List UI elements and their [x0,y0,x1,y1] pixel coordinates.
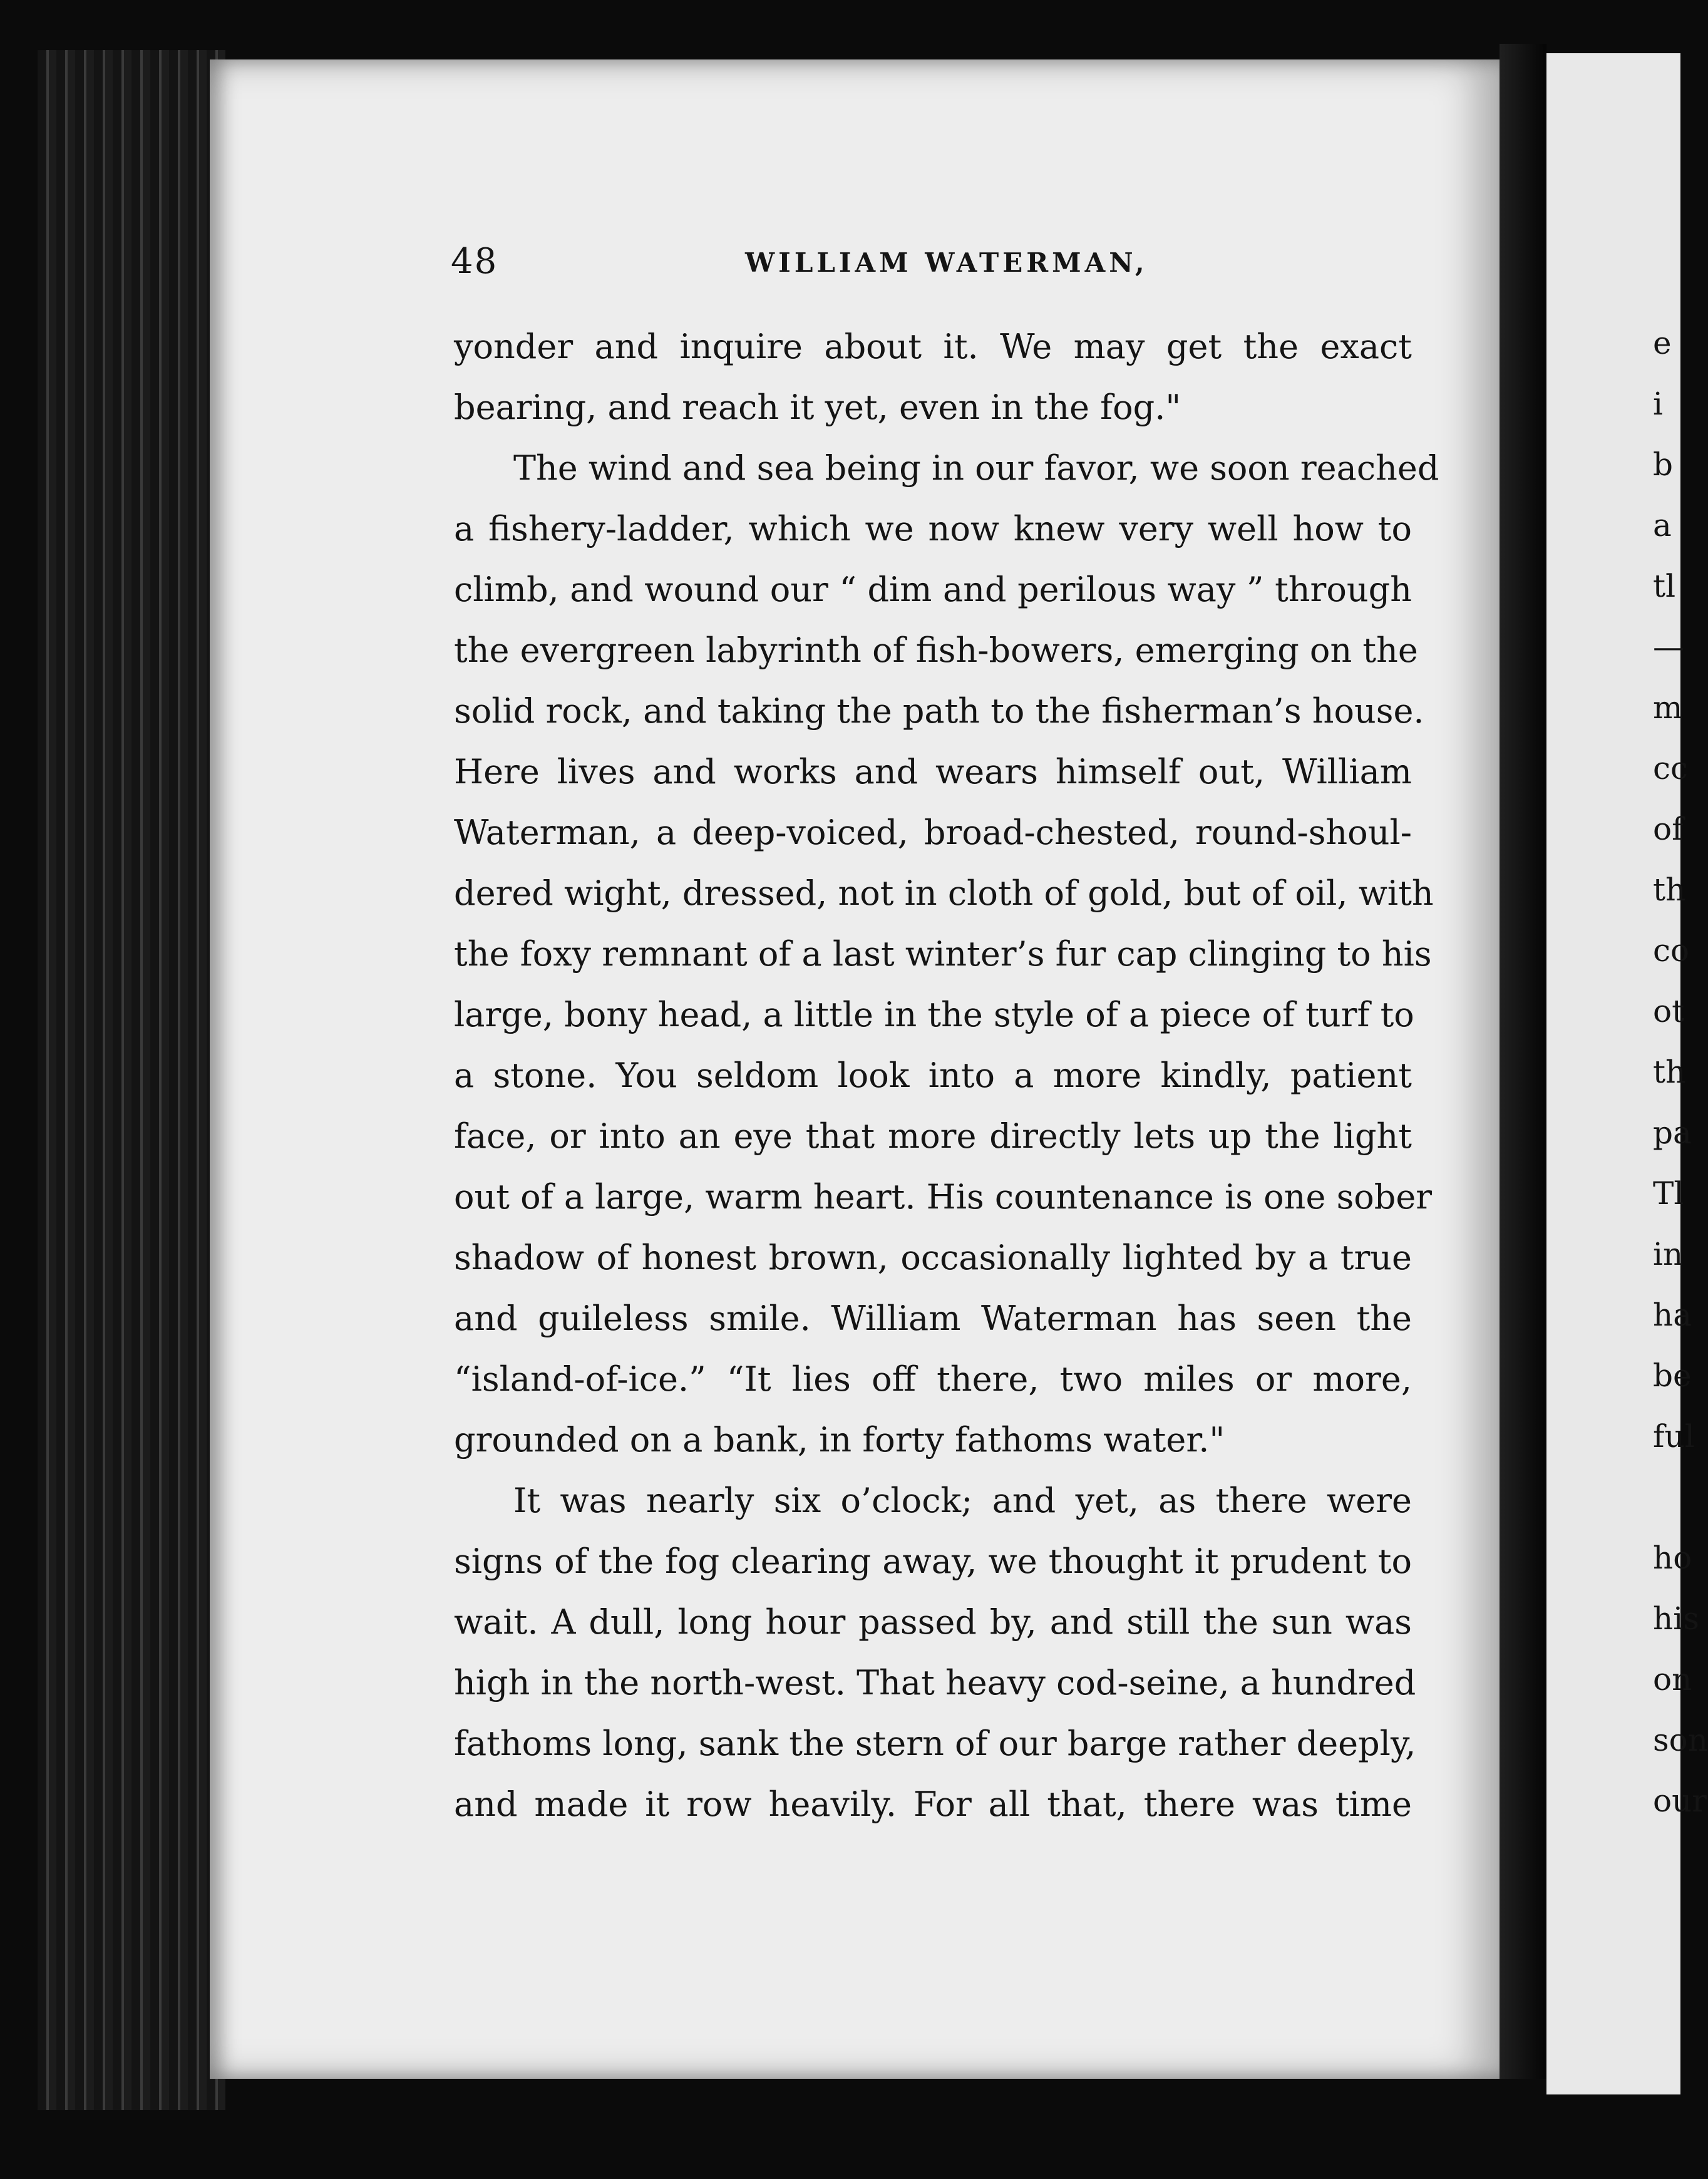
text-line: large, bony head, a little in the style of a piece of turf to [454,995,1414,1034]
facing-fragment: ful [1653,1418,1695,1455]
facing-fragment: i [1653,386,1663,422]
text-line: out of a large, warm heart. His countenance is one sober [454,1177,1433,1217]
page-body-text [454,316,1439,1835]
facing-fragment: ho [1653,1540,1692,1576]
facing-fragment: tl [1653,568,1676,604]
book-page-edges [38,50,225,2110]
page-header [451,241,1415,291]
text-line: a fishery-ladder, which we now knew very well how to [454,509,1412,549]
facing-fragment: ot [1653,993,1685,1029]
text-line: climb, and wound our “ dim and perilous way ” through [454,570,1412,609]
facing-fragment: th [1653,1054,1686,1090]
text-line: bearing, and reach it yet, even in the fog." [454,388,1181,427]
facing-fragment: — [1653,629,1684,665]
text-line: a stone. You seldom look into a more kindly, patient [454,1056,1412,1095]
running-title: WILLIAM WATERMAN, [745,247,1148,278]
facing-fragment: on [1653,1661,1692,1697]
facing-fragment: b [1653,446,1674,483]
text-line: wait. A dull, long hour passed by, and still the sun was [454,1602,1412,1642]
facing-fragment: e [1653,325,1672,361]
text-line: face, or into an eye that more directly lets up the light [454,1116,1412,1156]
facing-fragment: cc [1653,750,1689,786]
text-line: It was nearly six o’clock; and yet, as there were [513,1481,1412,1520]
text-line: the evergreen labyrinth of fish-bowers, emerging on the [454,631,1418,670]
text-line: solid rock, and taking the path to the fisherman’s house. [454,691,1424,731]
facing-fragment: of [1653,811,1684,847]
text-line: and made it row heavily. For all that, there was time [454,1785,1412,1824]
facing-fragment: a [1653,507,1672,543]
facing-fragment: co [1653,932,1690,969]
facing-fragment: ha [1653,1297,1692,1333]
text-line: the foxy remnant of a last winter’s fur cap clinging to his [454,934,1432,974]
page-number: 48 [451,241,498,282]
text-line: high in the north-west. That heavy cod-seine, a hundred [454,1663,1416,1703]
text-line: shadow of honest brown, occasionally lighted by a true [454,1238,1412,1277]
book-gutter [1500,44,1546,2079]
facing-fragment: m [1653,689,1683,726]
facing-fragment: son [1653,1722,1708,1758]
facing-fragment: Tl [1653,1175,1684,1212]
text-line: signs of the fog clearing away, we thought it prudent to [454,1542,1412,1581]
text-line: Here lives and works and wears himself out, William [454,752,1412,791]
text-line: grounded on a bank, in forty fathoms water." [454,1420,1225,1460]
text-line: dered wight, dressed, not in cloth of gold, but of oil, with [454,873,1434,913]
facing-page-fragments [1653,313,1708,1831]
facing-fragment: in [1653,1236,1684,1272]
text-line: fathoms long, sank the stern of our barge rather deeply, [454,1724,1416,1763]
text-line: yonder and inquire about it. We may get the exact [454,327,1412,366]
facing-fragment: pa [1653,1115,1692,1151]
text-line: Waterman, a deep-voiced, broad-chested, round-shoul- [454,813,1412,852]
facing-fragment: th [1653,872,1686,908]
text-line: The wind and sea being in our favor, we soon reached [513,448,1439,488]
text-line: “island-of-ice.” “It lies off there, two miles or more, [454,1359,1412,1399]
text-line: and guileless smile. William Waterman has seen the [454,1299,1412,1338]
facing-fragment [1653,1467,1708,1528]
facing-fragment: our [1653,1783,1707,1819]
facing-fragment: his [1653,1600,1699,1637]
facing-fragment: be [1653,1357,1692,1394]
